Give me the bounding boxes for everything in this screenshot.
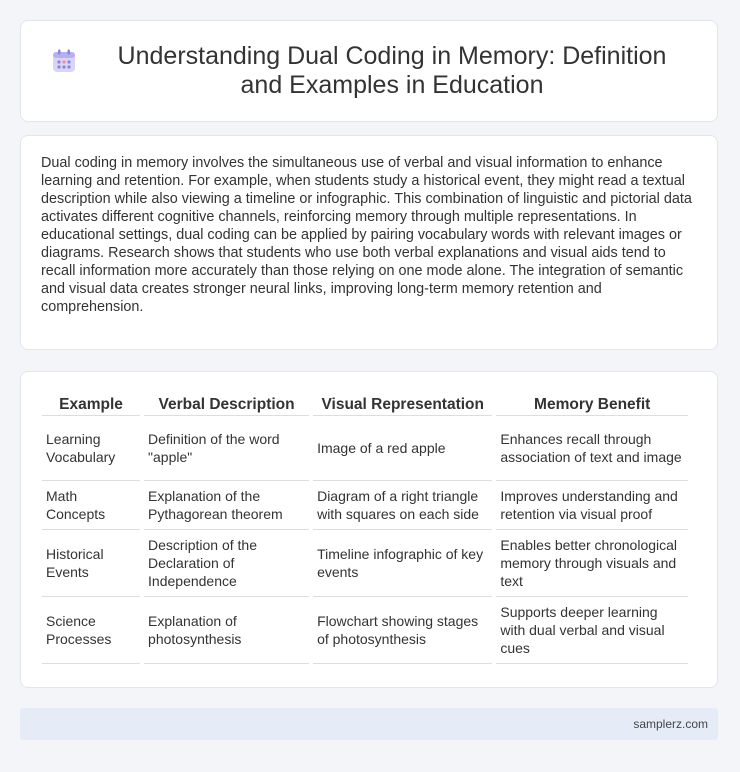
title-card	[20, 20, 718, 122]
cell-example: Historical Events	[42, 530, 140, 597]
page-title: Understanding Dual Coding in Memory: Definition and Examples in Education	[117, 42, 667, 99]
cell-example: Learning Vocabulary	[42, 416, 140, 481]
cell-visual: Flowchart showing stages of photosynthesis	[313, 597, 492, 664]
header-visual-representation: Visual Representation	[313, 392, 492, 416]
calendar-icon	[51, 48, 77, 74]
table-header-row	[42, 392, 688, 416]
cell-benefit: Enhances recall through association of text and image	[496, 416, 688, 481]
table-card	[20, 371, 718, 688]
cell-verbal: Explanation of photosynthesis	[144, 597, 309, 664]
cell-verbal: Definition of the word "apple"	[144, 416, 309, 481]
cell-benefit: Enables better chronological memory through visuals and text	[496, 530, 688, 597]
cell-benefit: Improves understanding and retention via visual proof	[496, 481, 688, 530]
header-verbal-description: Verbal Description	[144, 392, 309, 416]
table-row	[42, 481, 688, 530]
table-row	[42, 416, 688, 481]
table-row	[42, 597, 688, 664]
cell-visual: Timeline infographic of key events	[313, 530, 492, 597]
examples-table	[38, 392, 692, 664]
cell-verbal: Explanation of the Pythagorean theorem	[144, 481, 309, 530]
table-row	[42, 530, 688, 597]
cell-visual: Image of a red apple	[313, 416, 492, 481]
title-wrap	[21, 42, 717, 100]
cell-example: Math Concepts	[42, 481, 140, 530]
intro-paragraph: Dual coding in memory involves the simultaneous use of verbal and visual information to enhance learning and retention. For example, when students study a historical event, they might read a textual description while also viewing a timeline or infographic. This combination of linguistic and pictorial data activates different cognitive channels, reinforcing memory through multiple representations. In educational settings, dual coding can be applied by pairing vocabulary words with relevant images or diagrams. Research shows that students who use both verbal explanations and visual aids tend to recall information more accurately than those relying on one mode alone. The integration of semantic and visual data creates stronger neural links, improving long-term memory retention and comprehension.	[41, 155, 692, 315]
cell-example: Science Processes	[42, 597, 140, 664]
header-example: Example	[42, 392, 140, 416]
footer	[20, 708, 718, 740]
footer-site-link[interactable]: samplerz.com	[633, 717, 708, 731]
intro-card	[20, 135, 718, 350]
cell-visual: Diagram of a right triangle with squares on each side	[313, 481, 492, 530]
cell-benefit: Supports deeper learning with dual verbal and visual cues	[496, 597, 688, 664]
cell-verbal: Description of the Declaration of Independence	[144, 530, 309, 597]
header-memory-benefit: Memory Benefit	[496, 392, 688, 416]
